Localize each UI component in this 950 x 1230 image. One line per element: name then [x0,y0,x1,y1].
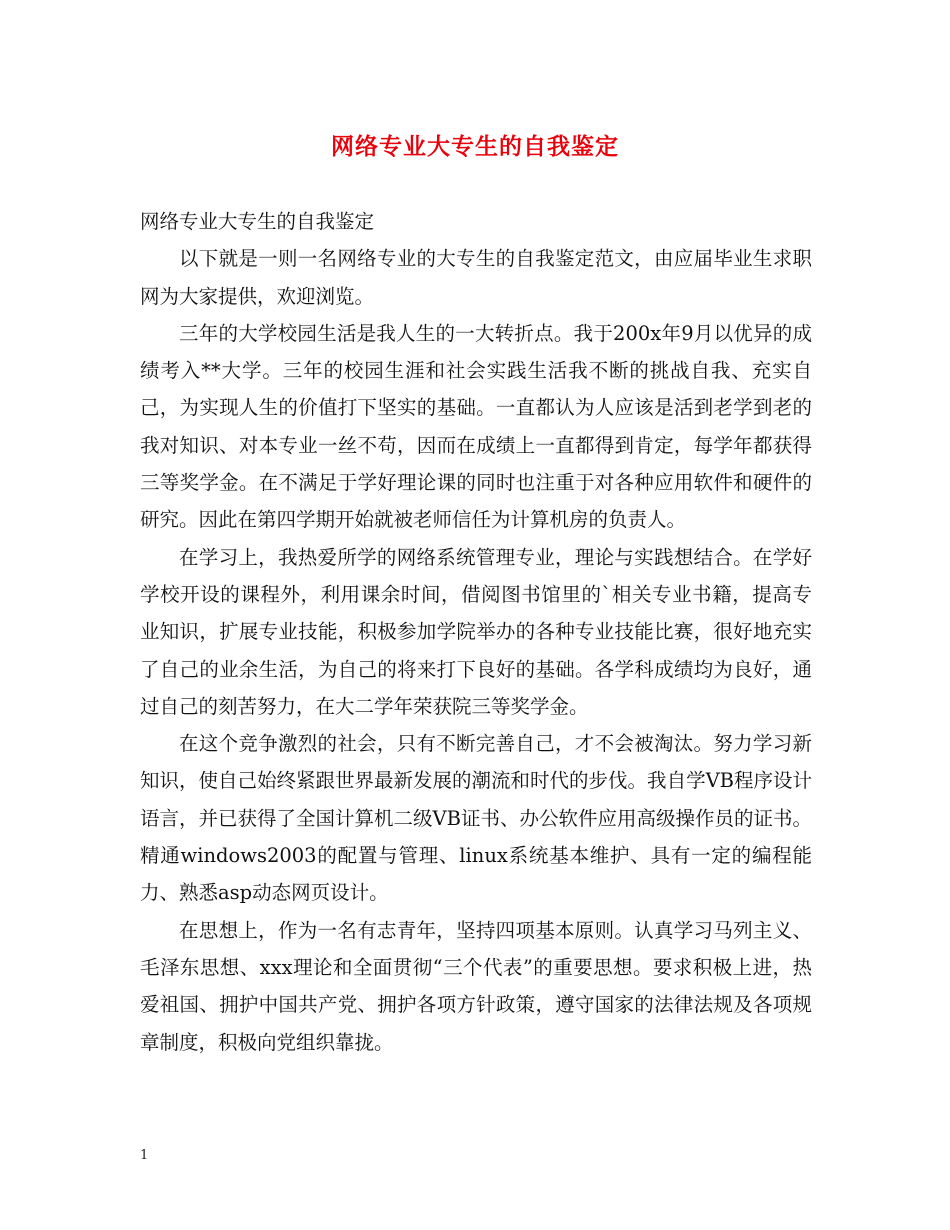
document-subtitle: 网络专业大专生的自我鉴定 [140,210,375,233]
page-number: 1 [140,1148,149,1163]
document-body [140,203,812,1061]
document-title: 网络专业大专生的自我鉴定 [331,133,619,160]
paragraph-intro: 以下就是一则一名网络专业的大专生的自我鉴定范文，由应届毕业生求职网为大家提供，欢迎浏览。 [140,247,812,308]
paragraph-ideology: 在思想上，作为一名有志青年，坚持四项基本原则。认真学习马列主义、毛泽东思想、xxx理论和全面贯彻“三个代表”的重要思想。要求积极上进，热爱祖国、拥护中国共产党、拥护各项方针政策，遵守国家的法律法规及各项规章制度，积极向党组织靠拢。 [140,918,812,1054]
paragraph-college-life: 三年的大学校园生活是我人生的一大转折点。我于200x年9月以优异的成绩考入**大学。三年的校园生涯和社会实践生活我不断的挑战自我、充实自己，为实现人生的价值打下坚实的基础。一直都认为人应该是活到老学到老的我对知识、对本专业一丝不苟，因而在成绩上一直都得到肯定，每学年都获得三等奖学金。在不满足于学好理论课的同时也注重于对各种应用软件和硬件的研究。因此在第四学期开始就被老师信任为计算机房的负责人。 [140,321,812,532]
paragraph-study: 在学习上，我热爱所学的网络系统管理专业，理论与实践想结合。在学好学校开设的课程外，利用课余时间，借阅图书馆里的`相关专业书籍，提高专业知识，扩展专业技能，积极参加学院举办的各种专业技能比赛，很好地充实了自己的业余生活，为自己的将来打下良好的基础。各学科成绩均为良好，通过自己的刻苦努力，在大二学年荣获院三等奖学金。 [140,545,812,718]
paragraph-skills: 在这个竞争激烈的社会，只有不断完善自己，才不会被淘汰。努力学习新知识，使自己始终紧跟世界最新发展的潮流和时代的步伐。我自学VB程序设计语言，并已获得了全国计算机二级VB证书、办公软件应用高级操作员的证书。精通windows2003的配置与管理、linux系统基本维护、具有一定的编程能力、熟悉asp动态网页设计。 [140,732,812,905]
